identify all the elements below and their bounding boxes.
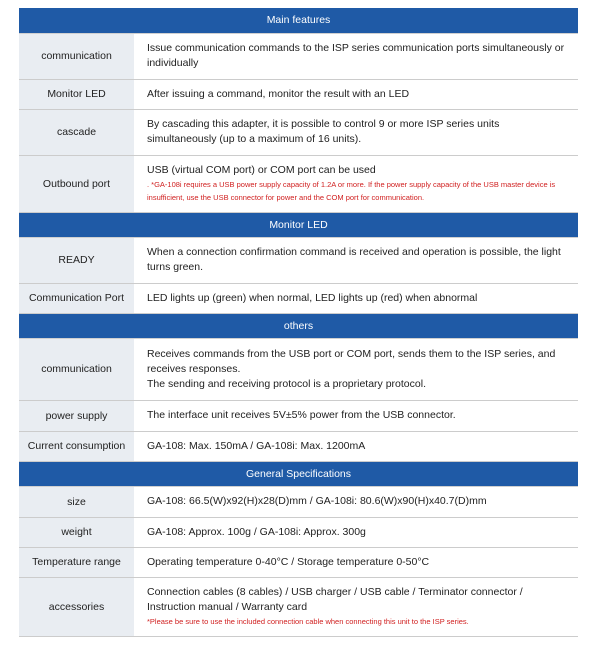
spec-table <box>19 8 578 637</box>
value-line: By cascading this adapter, it is possible to control 9 or more ISP series units simultaneously (up to a maximum of 16 units). <box>147 118 500 145</box>
table-row <box>19 283 578 313</box>
table-row <box>19 155 578 212</box>
row-value <box>134 338 578 400</box>
row-label: size <box>19 486 134 517</box>
red-note: . *GA-108i requires a USB power supply capacity of 1.2A or more. If the power supply capacity of the USB master device is insufficient, use the USB connector for power and the COM port for communication. <box>147 180 556 202</box>
table-row <box>19 338 578 400</box>
value-line: Issue communication commands to the ISP series communication ports simultaneously or individually <box>147 42 565 69</box>
value-line: LED lights up (green) when normal, LED lights up (red) when abnormal <box>147 291 478 304</box>
row-value <box>134 400 578 431</box>
value-line: When a connection confirmation command is received and operation is possible, the light turns green. <box>147 246 561 273</box>
value-line: USB (virtual COM port) or COM port can be used <box>147 164 376 176</box>
row-value <box>134 155 578 212</box>
table-row <box>19 79 578 109</box>
row-label: READY <box>19 237 134 283</box>
row-label: weight <box>19 517 134 547</box>
row-value <box>134 79 578 109</box>
row-label: Monitor LED <box>19 79 134 109</box>
row-value <box>134 431 578 461</box>
value-line: The interface unit receives 5V±5% power from the USB connector. <box>147 409 456 421</box>
row-label: Outbound port <box>19 155 134 212</box>
value-line: Connection cables (8 cables) / USB charger / USB cable / Terminator connector / Instruction manual / Warranty card <box>147 586 523 613</box>
row-label: Temperature range <box>19 547 134 577</box>
value-line: After issuing a command, monitor the result with an LED <box>147 87 410 100</box>
value-line: Receives commands from the USB port or COM port, sends them to the ISP series, and receives responses. <box>147 347 556 375</box>
row-label: power supply <box>19 400 134 431</box>
row-value <box>134 517 578 547</box>
row-label: Communication Port <box>19 283 134 313</box>
row-value <box>134 283 578 313</box>
value-line: GA-108: 66.5(W)x92(H)x28(D)mm / GA-108i: 80.6(W)x90(H)x40.7(D)mm <box>147 495 487 507</box>
value-line: GA-108: Max. 150mA / GA-108i: Max. 1200mA <box>147 439 366 452</box>
row-label: cascade <box>19 109 134 155</box>
red-note: *Please be sure to use the included connection cable when connecting this unit to the ISP series. <box>147 617 469 626</box>
table-row <box>19 431 578 461</box>
row-value <box>134 33 578 79</box>
row-value <box>134 237 578 283</box>
row-value <box>134 109 578 155</box>
table-row <box>19 237 578 283</box>
row-label: accessories <box>19 577 134 636</box>
section-title: Monitor LED <box>19 212 578 237</box>
section-header <box>19 461 578 486</box>
table-row <box>19 577 578 636</box>
value-line: Operating temperature 0-40°C / Storage temperature 0-50°C <box>147 555 430 568</box>
row-value <box>134 486 578 517</box>
value-line: The sending and receiving protocol is a proprietary protocol. <box>147 377 426 390</box>
section-title: others <box>19 313 578 338</box>
table-row <box>19 547 578 577</box>
table-row <box>19 400 578 431</box>
row-label: communication <box>19 33 134 79</box>
table-row <box>19 33 578 79</box>
section-header <box>19 8 578 33</box>
row-value <box>134 577 578 636</box>
value-line: GA-108: Approx. 100g / GA-108i: Approx. 300g <box>147 525 366 538</box>
section-header <box>19 212 578 237</box>
section-title: Main features <box>19 8 578 33</box>
table-row <box>19 486 578 517</box>
table-row <box>19 517 578 547</box>
row-value <box>134 547 578 577</box>
section-title: General Specifications <box>19 461 578 486</box>
row-label: communication <box>19 338 134 400</box>
table-row <box>19 109 578 155</box>
row-label: Current consumption <box>19 431 134 461</box>
section-header <box>19 313 578 338</box>
